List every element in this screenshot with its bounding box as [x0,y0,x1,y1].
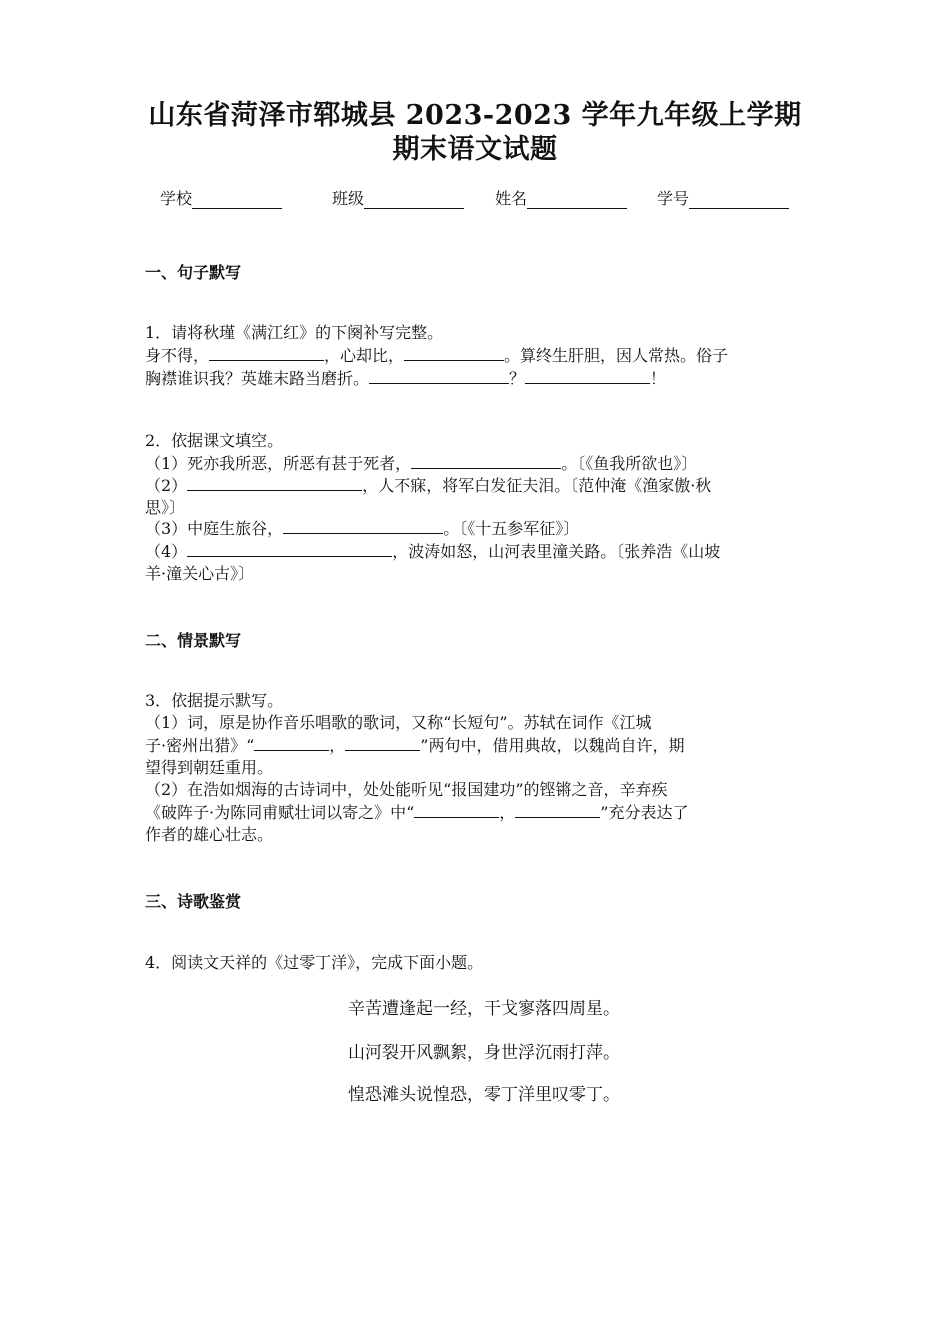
name-blank[interactable] [527,190,627,209]
section-heading-3: 三、诗歌鉴赏 [145,892,242,911]
section-heading-1: 一、句子默写 [145,263,242,282]
school-label: 学校 [160,189,193,208]
q1-text-c: 。算终生肝胆，因人常热。俗子 [504,346,729,365]
q1-blank-4[interactable] [525,369,650,384]
q3-b-text-c: ”充分表达了 [600,803,689,822]
q2-part2 [145,476,810,496]
q1-blank-1[interactable] [209,346,324,361]
poem-line-3-text: 惶恐滩头说惶恐，零丁洋里叹零丁。 [348,1085,620,1105]
student-id-label: 学号 [657,189,690,208]
class-blank[interactable] [364,190,464,209]
q1-text-b: ，心却比， [324,346,405,365]
q2-p2-text-b: ，人不寐，将军白发征夫泪。〔范仲淹《渔家傲·秋 [362,476,712,495]
q2-p1-text-a: （1）死亦我所恶，所恶有甚于死者， [145,454,412,473]
q3-stem: 3．依据提示默写。 [145,691,284,710]
poem-line-3 [0,1080,950,1105]
q2-part3 [145,519,810,539]
q2-part2-cont: 思》〕 [145,498,186,517]
section-heading-2: 二、情景默写 [145,631,242,650]
q3-a-text-b: ， [329,736,346,755]
q2-part4 [145,542,810,562]
q1-line1 [145,346,810,366]
q2-part1 [145,454,810,474]
q3-part1-line1: （1）词，原是协作音乐唱歌的歌词，又称“长短句”。苏轼在词作《江城 [145,713,652,732]
poem-line-1 [0,994,950,1019]
name-label: 姓名 [495,189,528,208]
q2-p4-text-b: ，波涛如怒，山河表里潼关路。〔张养浩《山坡 [392,542,721,561]
q1-text-e: ？ [509,369,526,388]
q2-p4-text-a: （4） [145,542,188,561]
class-label: 班级 [332,189,365,208]
q3-a-text-a: 子·密州出猎》“ [145,736,255,755]
q3-b-text-a: 《破阵子·为陈同甫赋壮词以寄之》中“ [145,803,415,822]
q3-blank-2[interactable] [345,736,420,751]
q1-stem: 1．请将秋瑾《满江红》的下阕补写完整。 [145,323,444,342]
name-field [495,186,627,209]
q3-blank-4[interactable] [515,803,600,818]
school-field [160,186,282,209]
q2-stem: 2．依据课文填空。 [145,431,284,450]
q1-blank-2[interactable] [404,346,504,361]
q2-p2-text-a: （2） [145,476,188,495]
q3-part2-line3: 作者的雄心壮志。 [145,825,274,844]
poem-line-2-text: 山河裂开风飘絮，身世浮沉雨打萍。 [348,1043,620,1063]
q2-p3-text-a: （3）中庭生旅谷， [145,519,284,538]
q2-part4-cont: 羊·潼关心古》〕 [145,564,255,583]
student-id-field [657,186,789,209]
exam-title-line1: 山东省菏泽市郓城县 2023-2023 学年九年级上学期 [148,100,802,131]
q3-part2-line2 [145,803,810,823]
q3-part2-line1: （2）在浩如烟海的古诗词中，处处能听见“报国建功”的铿锵之音，辛弃疾 [145,780,668,799]
q4-stem: 4．阅读文天祥的《过零丁洋》，完成下面小题。 [145,953,484,972]
student-id-blank[interactable] [689,190,789,209]
q3-a-text-c: ”两句中，借用典故，以魏尚自许，期 [420,736,685,755]
q2-blank-3[interactable] [283,519,443,534]
q3-part1-line3: 望得到朝廷重用。 [145,758,274,777]
q3-b-text-b: ， [499,803,516,822]
q3-blank-1[interactable] [254,736,329,751]
poem-line-2 [0,1038,950,1063]
q1-text-d: 胸襟谁识我？英雄末路当磨折。 [145,369,370,388]
q2-blank-4[interactable] [187,542,392,557]
q2-p3-text-b: 。〔《十五参军征》〕 [443,519,580,538]
school-blank[interactable] [192,190,282,209]
poem-line-1-text: 辛苦遭逢起一经，干戈寥落四周星。 [348,999,620,1019]
q1-blank-3[interactable] [369,369,509,384]
q2-p1-text-b: 。〔《鱼我所欲也》〕 [561,454,698,473]
class-field [332,186,464,209]
q2-blank-1[interactable] [411,454,561,469]
q2-blank-2[interactable] [187,476,362,491]
q1-text-a: 身不得， [145,346,210,365]
q1-line2 [145,369,810,389]
exam-title-line2: 期末语文试题 [392,134,558,165]
q3-blank-3[interactable] [414,803,499,818]
q3-part1-line2 [145,736,810,756]
q1-text-f: ！ [650,369,667,388]
